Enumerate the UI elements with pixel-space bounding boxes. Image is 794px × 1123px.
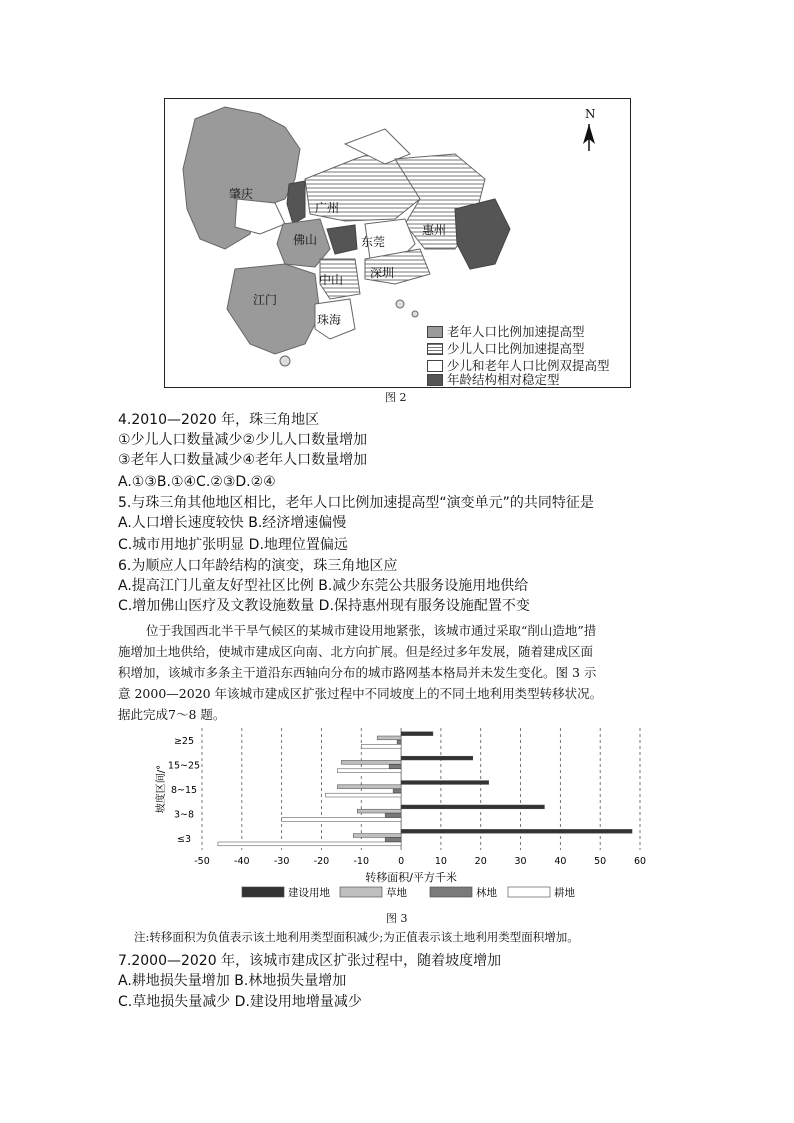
legend-swatch-aging [427,326,443,338]
q5-stem: 5.与珠三角其他地区相比，老年人口比例加速提高型“演变单元”的共同特征是 [118,495,594,511]
city-label-foshan: 佛山 [293,233,318,247]
q4-options-line1: ①少儿人口数量减少②少儿人口数量增加 [118,432,368,448]
x-tick-label: -50 [194,856,210,867]
bar-建设用地 [401,829,632,833]
city-label-zhuhai: 珠海 [317,313,342,327]
region-jiangmen [227,264,320,354]
x-tick-label: -30 [273,856,290,867]
bar-草地 [337,785,401,789]
bar-建设用地 [401,781,489,785]
legend-swatch [508,887,550,897]
x-tick-label: 20 [474,856,487,867]
bar-耕地 [361,744,401,748]
city-label-jiangmen: 江门 [253,293,278,307]
q5-options-line1: A.人口增长速度较快 B.经济增速偏慢 [118,515,347,531]
passage-line: 位于我国西北半干旱气候区的某城市建设用地紧张，该城市通过采取“削山造地”措 [146,623,597,638]
x-tick-label: 50 [594,856,607,867]
north-label: N [585,107,596,121]
city-label-zhaoqing: 肇庆 [229,187,254,201]
legend-swatch [430,887,472,897]
legend-label: 林地 [476,887,497,899]
x-tick-label: 60 [633,856,647,867]
legend-label-stable: 年龄结构相对稳定型 [447,372,560,387]
bar-耕地 [337,769,401,773]
bar-林地 [385,813,401,817]
y-tick-label: 3~8 [173,809,195,821]
x-tick-label: -20 [313,856,330,867]
y-axis-label: 坡度区间/° [156,764,167,814]
legend-swatch-dual [427,360,443,372]
city-label-guangzhou: 广州 [315,201,340,215]
legend-swatch [340,887,382,897]
city-label-zhongshan: 中山 [319,273,344,287]
bar-林地 [393,789,401,793]
legend-label-dual: 少儿和老年人口比例双提高型 [447,358,610,373]
legend-label: 耕地 [554,887,575,899]
passage-line: 意 2000—2020 年该城市建成区扩张过程中不同坡度上的不同土地利用类型转移状况。 [118,686,603,701]
bar-建设用地 [401,756,473,760]
city-label-shenzhen: 深圳 [370,266,395,280]
passage-line: 施增加土地供给，使城市建成区向南、北方向扩展。但是经过多年发展，随着建成区面 [118,644,594,659]
x-tick-label: 0 [398,856,405,867]
bar-耕地 [218,842,401,846]
map-figure [164,98,631,388]
region-foshan-stable [287,181,305,224]
x-tick-label: -10 [353,856,370,867]
city-label-dongguan: 东莞 [361,235,386,249]
bar-建设用地 [401,732,433,736]
bar-林地 [385,838,401,842]
x-axis-label: 转移面积/平方千米 [365,871,457,884]
legend-swatch [242,887,284,897]
legend-label-children: 少儿人口比例加速提高型 [447,341,585,356]
x-tick-label: 10 [434,856,447,867]
passage-line: 积增加，该城市多条主干道沿东西轴向分布的城市路网基本格局并未发生变化。图 3 示 [118,665,597,680]
bar-建设用地 [401,805,544,809]
x-tick-label: 40 [554,856,567,867]
x-tick-label: 30 [514,856,527,867]
land-transfer-chart [150,720,710,920]
chart-note: 注:转移面积为负值表示该土地利用类型面积减少;为正值表示该土地利用类型面积增加。 [134,930,579,944]
q7-options-line2: C.草地损失量减少 D.建设用地增量减少 [118,994,362,1010]
region-huizhou-east [455,199,510,269]
bar-草地 [357,809,401,813]
q7-stem: 7.2000—2020 年，该城市建成区扩张过程中，随着坡度增加 [118,953,502,969]
q6-stem: 6.为顺应人口年龄结构的演变，珠三角地区应 [118,558,398,574]
bar-草地 [341,760,401,764]
passage-line: 据此完成7～8 题。 [118,707,226,722]
map-caption: 图 2 [385,391,407,404]
q4-stem: 4.2010—2020 年，珠三角地区 [118,412,320,428]
city-label-huizhou: 惠州 [422,223,447,237]
y-tick-label: ≤3 [176,833,192,845]
legend-label-aging: 老年人口比例加速提高型 [447,324,585,339]
legend-label: 草地 [386,887,407,899]
y-tick-label: ≥25 [173,736,195,748]
north-arrow-icon [583,124,595,151]
region-zhaoqing-urban [235,199,285,234]
bar-草地 [377,736,401,740]
q4-answer-choices: A.①③B.①④C.②③D.②④ [118,474,276,490]
bar-耕地 [325,793,401,797]
q5-options-line2: C.城市用地扩张明显 D.地理位置偏远 [118,537,348,553]
legend-swatch-children [427,343,443,355]
passage [118,620,688,725]
y-tick-label: 8~15 [170,785,198,796]
q6-options-line1: A.提高江门儿童友好型社区比例 B.减少东莞公共服务设施用地供给 [118,578,529,594]
chart-caption: 图 3 [386,912,408,925]
region-dongguan-stable [327,225,357,254]
q4-options-line2: ③老年人口数量减少④老年人口数量增加 [118,452,368,468]
bar-草地 [353,834,401,838]
q7-options-line1: A.耕地损失量增加 B.林地损失量增加 [118,973,347,989]
y-tick-label: 15~25 [167,760,201,772]
bar-耕地 [282,818,401,822]
legend-label: 建设用地 [288,887,330,899]
q6-options-line2: C.增加佛山医疗及文教设施数量 D.保持惠州现有服务设施配置不变 [118,598,530,614]
legend-swatch-stable [427,374,443,386]
x-tick-label: -40 [234,856,250,867]
bar-林地 [389,765,401,769]
bar-林地 [397,740,401,744]
